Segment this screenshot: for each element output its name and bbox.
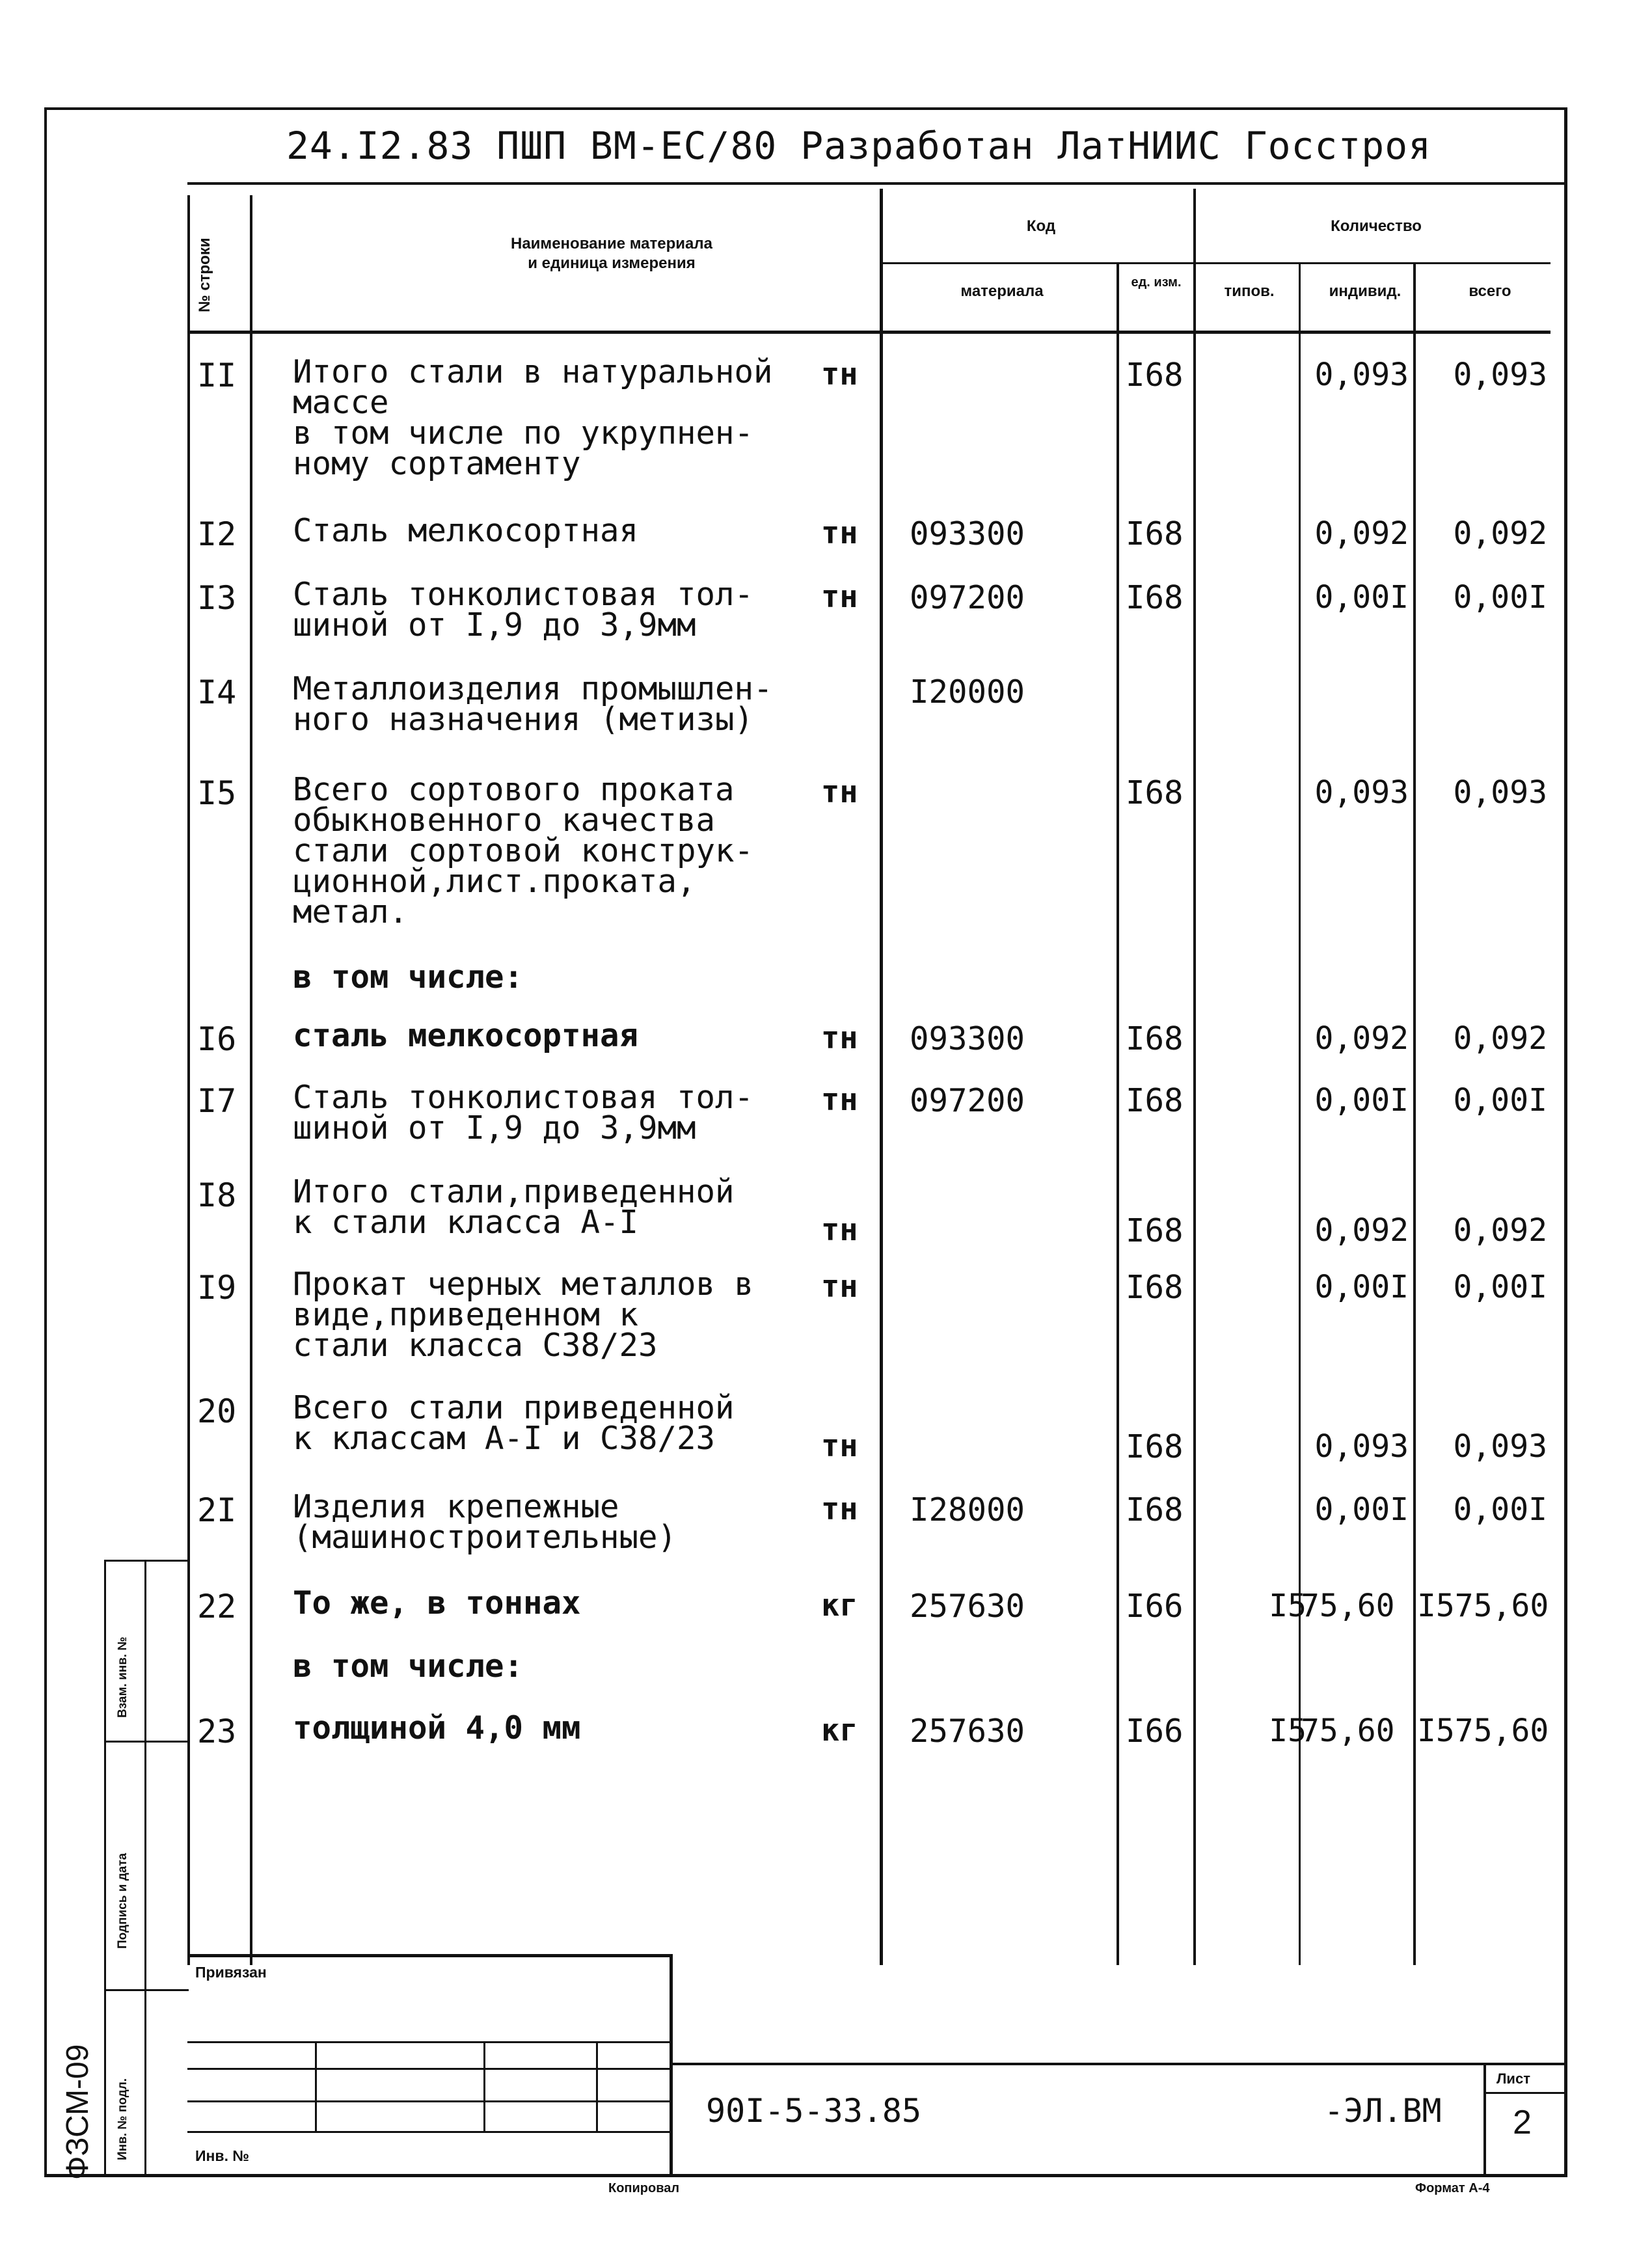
stamp-vline2 — [483, 2041, 485, 2133]
row-name: в том числе: — [293, 1648, 524, 1685]
col-name-line2: и единица измерения — [528, 254, 696, 272]
row-material-code: I20000 — [910, 673, 1025, 711]
row-unit: тн — [821, 1491, 858, 1527]
row-unit: тн — [821, 1428, 858, 1464]
row-vsego: I575,60 — [1417, 1588, 1549, 1624]
row-name: Сталь мелкосортная — [293, 512, 639, 549]
row-individ: 0,093 — [1314, 774, 1409, 811]
row-vsego: 0,092 — [1453, 1212, 1547, 1249]
row-individ: 0,093 — [1314, 1428, 1409, 1465]
row-number: I6 — [197, 1020, 237, 1058]
row-name: Сталь тонколистовая тол- шиной от I,9 до 3,9мм — [293, 576, 754, 644]
row-vsego: 0,093 — [1453, 774, 1547, 811]
frame-top-line — [44, 107, 1567, 110]
row-unit: тн — [821, 1020, 858, 1056]
row-number: I4 — [197, 673, 237, 711]
col-tipov-header: типов. — [1224, 282, 1275, 300]
col-line-ed — [1193, 189, 1196, 1965]
format-label: Формат А-4 — [1415, 2181, 1490, 2195]
stamp-privyazan-right — [670, 1954, 673, 2177]
row-individ: 0,00I — [1314, 1491, 1409, 1528]
stamp-sheet-hline — [1483, 2092, 1567, 2094]
row-unit: тн — [821, 1269, 858, 1305]
row-vsego: 0,093 — [1453, 1428, 1547, 1465]
row-material-code: I28000 — [910, 1491, 1025, 1528]
row-unit-code: I68 — [1126, 1082, 1184, 1119]
row-individ: 0,092 — [1314, 515, 1409, 552]
row-vsego: 0,00I — [1453, 1082, 1547, 1119]
row-material-code: 093300 — [910, 1020, 1025, 1057]
row-individ: 0,00I — [1314, 579, 1409, 616]
row-name: Металлоизделия промышлен- ного назначения (метизы) — [293, 670, 773, 739]
row-number: 23 — [197, 1713, 237, 1750]
row-number: I9 — [197, 1269, 237, 1307]
row-unit-code: I68 — [1126, 1020, 1184, 1057]
side-block-sep1 — [104, 1741, 189, 1743]
row-unit-code: I68 — [1126, 579, 1184, 616]
side-block-sep2 — [104, 1989, 189, 1991]
row-number: I7 — [197, 1082, 237, 1120]
col-num-label: № строки — [196, 238, 213, 312]
row-number: I5 — [197, 774, 237, 812]
row-individ: 0,092 — [1314, 1020, 1409, 1057]
row-tipov: I5 — [1269, 1588, 1307, 1624]
row-unit: кг — [821, 1713, 858, 1748]
frame-left-line — [44, 107, 47, 2177]
row-number: I3 — [197, 579, 237, 617]
row-material-code: 097200 — [910, 1082, 1025, 1119]
document-header: 24.I2.83 ПШП ВМ-ЕС/80 Разработан ЛатНИИС Госстроя — [286, 124, 1432, 168]
row-number: II — [197, 357, 237, 394]
row-material-code: 257630 — [910, 1588, 1025, 1625]
col-line-num — [250, 195, 252, 1965]
row-tipov: I5 — [1269, 1713, 1307, 1749]
col-material-header: материала — [960, 282, 1044, 300]
row-unit: тн — [821, 1212, 858, 1248]
row-name: Изделия крепежные (машиностроительные) — [293, 1488, 677, 1556]
col-individ-header: индивид. — [1329, 282, 1401, 300]
col-name-line1: Наименование материала — [511, 235, 712, 252]
table-header-bottom-line — [187, 331, 1550, 334]
row-name: в том числе: — [293, 958, 524, 996]
row-individ: 0,00I — [1314, 1082, 1409, 1119]
frame-bottom-line — [44, 2174, 1567, 2177]
row-individ: 0,00I — [1314, 1269, 1409, 1305]
stamp-row3 — [187, 2100, 672, 2102]
row-material-code: 257630 — [910, 1713, 1025, 1750]
row-unit: тн — [821, 1082, 858, 1118]
col-line-tipov — [1299, 262, 1301, 1965]
row-vsego: 0,00I — [1453, 579, 1547, 616]
col-line-individ — [1413, 262, 1416, 1965]
kod-subheader-line — [880, 262, 1550, 264]
row-vsego: 0,092 — [1453, 1020, 1547, 1057]
row-unit-code: I68 — [1126, 774, 1184, 811]
row-individ: 0,092 — [1314, 1212, 1409, 1249]
row-unit: тн — [821, 515, 858, 551]
row-number: 22 — [197, 1588, 237, 1625]
col-kolichestvo-header: Количество — [1331, 217, 1422, 235]
stamp-vline1 — [315, 2041, 317, 2133]
stamp-row1 — [187, 2041, 672, 2043]
stamp-document-code: 90I-5-33.85 — [706, 2092, 922, 2130]
row-individ: 75,60 — [1301, 1713, 1395, 1749]
row-material-code: 097200 — [910, 579, 1025, 616]
stamp-privyazan-label: Привязан — [195, 1964, 267, 1981]
row-unit: кг — [821, 1588, 858, 1623]
stamp-vline3 — [596, 2041, 598, 2133]
row-vsego: 0,093 — [1453, 357, 1547, 393]
row-name: сталь мелкосортная — [293, 1017, 639, 1054]
col-line-left — [187, 195, 190, 1965]
row-number: I8 — [197, 1176, 237, 1214]
row-vsego: 0,00I — [1453, 1269, 1547, 1305]
row-material-code: 093300 — [910, 515, 1025, 552]
col-num-header — [195, 228, 215, 312]
row-name: толщиной 4,0 мм — [293, 1709, 581, 1746]
row-unit-code: I68 — [1126, 1428, 1184, 1465]
stamp-privyazan-top — [187, 1954, 672, 1957]
col-ed-header: ед. изм. — [1131, 275, 1182, 290]
col-kod-header: Код — [1026, 217, 1056, 235]
row-unit: тн — [821, 579, 858, 615]
side-document-code: ФЗСМ-09 — [61, 2044, 95, 2180]
row-name: Всего стали приведенной к классам А-I и С38/23 — [293, 1389, 735, 1458]
col-line-material — [1117, 262, 1119, 1965]
side-col-line-outer — [104, 1560, 106, 2177]
row-name: Прокат черных металлов в виде,приведенном к стали класса С38/23 — [293, 1266, 754, 1364]
row-vsego: 0,092 — [1453, 515, 1547, 552]
header-underline — [187, 182, 1567, 185]
row-unit-code: I68 — [1126, 515, 1184, 552]
kopiroval-label: Копировал — [608, 2181, 680, 2195]
row-unit-code: I68 — [1126, 1491, 1184, 1528]
row-unit-code: I66 — [1126, 1713, 1184, 1750]
stamp-document-suffix: -ЭЛ.ВМ — [1324, 2092, 1442, 2130]
row-number: 20 — [197, 1392, 237, 1430]
row-name: Итого стали,приведенной к стали класса А-I — [293, 1173, 735, 1242]
col-name-header — [364, 234, 859, 273]
stamp-row2 — [187, 2068, 672, 2070]
stamp-inv-label: Инв. № — [195, 2147, 249, 2164]
side-inv-podl-label: Инв. № подл. — [116, 2078, 129, 2160]
row-unit-code: I68 — [1126, 1269, 1184, 1306]
row-name: Итого стали в натуральной массе в том числе по укрупнен- ному сортаменту — [293, 353, 773, 483]
side-block-top — [104, 1560, 189, 1562]
row-unit: тн — [821, 357, 858, 392]
row-name: То же, в тоннах — [293, 1584, 581, 1622]
row-number: 2I — [197, 1491, 237, 1529]
col-vsego-header: всего — [1469, 282, 1511, 300]
stamp-row4 — [187, 2131, 672, 2133]
row-unit: тн — [821, 774, 858, 810]
stamp-sheet-number: 2 — [1513, 2104, 1532, 2141]
row-vsego: 0,00I — [1453, 1491, 1547, 1528]
frame-right-line — [1564, 107, 1567, 2177]
stamp-sheet-vline — [1483, 2063, 1486, 2177]
row-unit-code: I68 — [1126, 1212, 1184, 1249]
side-podpis-label: Подпись и дата — [116, 1853, 129, 1949]
row-number: I2 — [197, 515, 237, 553]
row-name: Всего сортового проката обыкновенного качества стали сортовой конструк- ционной,лист.проката, метал. — [293, 771, 754, 931]
side-col-line-inner — [144, 1560, 146, 2177]
row-individ: 75,60 — [1301, 1588, 1395, 1624]
row-individ: 0,093 — [1314, 357, 1409, 393]
stamp-sheet-label: Лист — [1496, 2070, 1530, 2087]
row-vsego: I575,60 — [1417, 1713, 1549, 1749]
row-unit-code: I68 — [1126, 357, 1184, 394]
col-line-name — [880, 189, 883, 1965]
side-vzam-label: Взам. инв. № — [116, 1636, 129, 1718]
row-unit-code: I66 — [1126, 1588, 1184, 1625]
row-name: Сталь тонколистовая тол- шиной от I,9 до 3,9мм — [293, 1079, 754, 1147]
stamp-title-top — [672, 2063, 1567, 2065]
